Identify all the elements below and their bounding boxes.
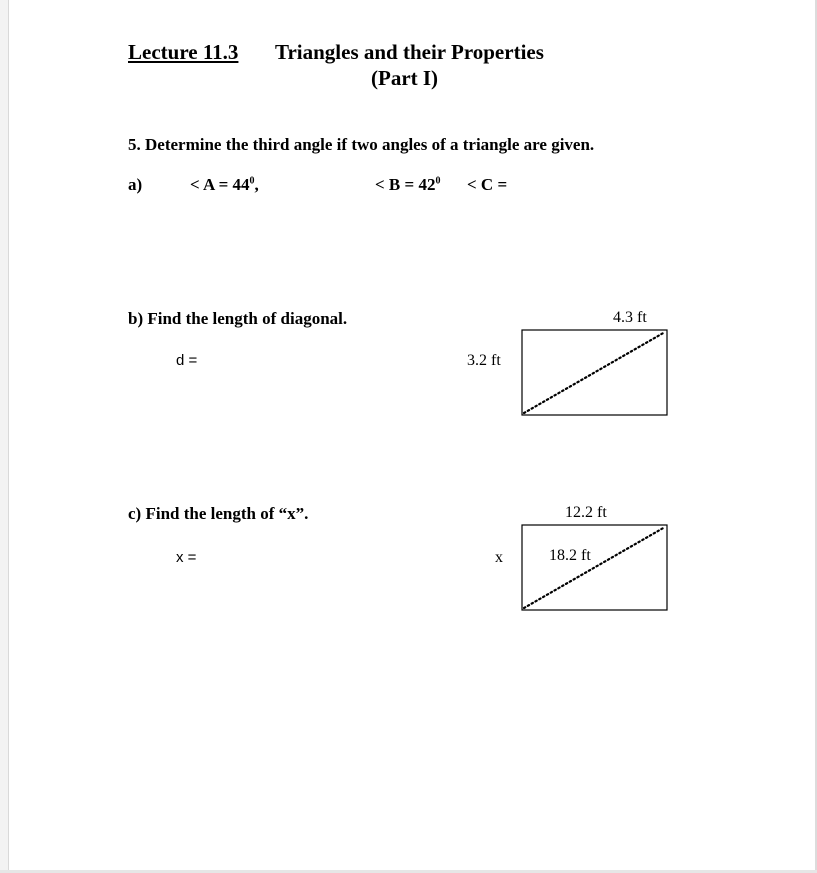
angle-b-degree: 0: [435, 175, 441, 187]
angle-a-degree: 0: [249, 175, 255, 187]
rectangle-c-width-label: 12.2 ft: [565, 504, 607, 521]
rectangle-c-diagonal-label: 18.2 ft: [549, 547, 591, 564]
page-subtitle: (Part I): [371, 66, 439, 90]
rectangle-b-figure: [521, 329, 668, 416]
rectangle-c-height-label: x: [495, 549, 503, 566]
rectangle-b-height-label: 3.2 ft: [467, 352, 501, 369]
rectangle-c-diagonal: [524, 527, 665, 608]
angle-a-comma: ,: [254, 175, 259, 194]
page-title: Triangles and their Properties: [275, 40, 544, 64]
x-answer-label: x =: [176, 549, 197, 566]
angle-c-text: < C =: [467, 175, 508, 194]
part-b-prompt: b) Find the length of diagonal.: [128, 309, 348, 328]
part-a-label: a): [128, 175, 143, 194]
rectangle-b-width-label: 4.3 ft: [613, 309, 647, 326]
angle-a-text: [190, 175, 259, 195]
rectangle-c-figure: [521, 524, 668, 611]
angle-b-text: [375, 175, 440, 195]
page-margin-left: [0, 0, 9, 873]
part-c-prompt: c) Find the length of “x”.: [128, 504, 309, 523]
lecture-number: Lecture 11.3: [128, 40, 239, 64]
rectangle-b-diagonal: [524, 332, 665, 413]
angle-a-value: < A = 44: [190, 175, 250, 194]
diagonal-answer-label: d =: [176, 352, 198, 369]
question-5-prompt: 5. Determine the third angle if two angles of a triangle are given.: [128, 135, 595, 154]
angle-b-value: < B = 42: [375, 175, 436, 194]
